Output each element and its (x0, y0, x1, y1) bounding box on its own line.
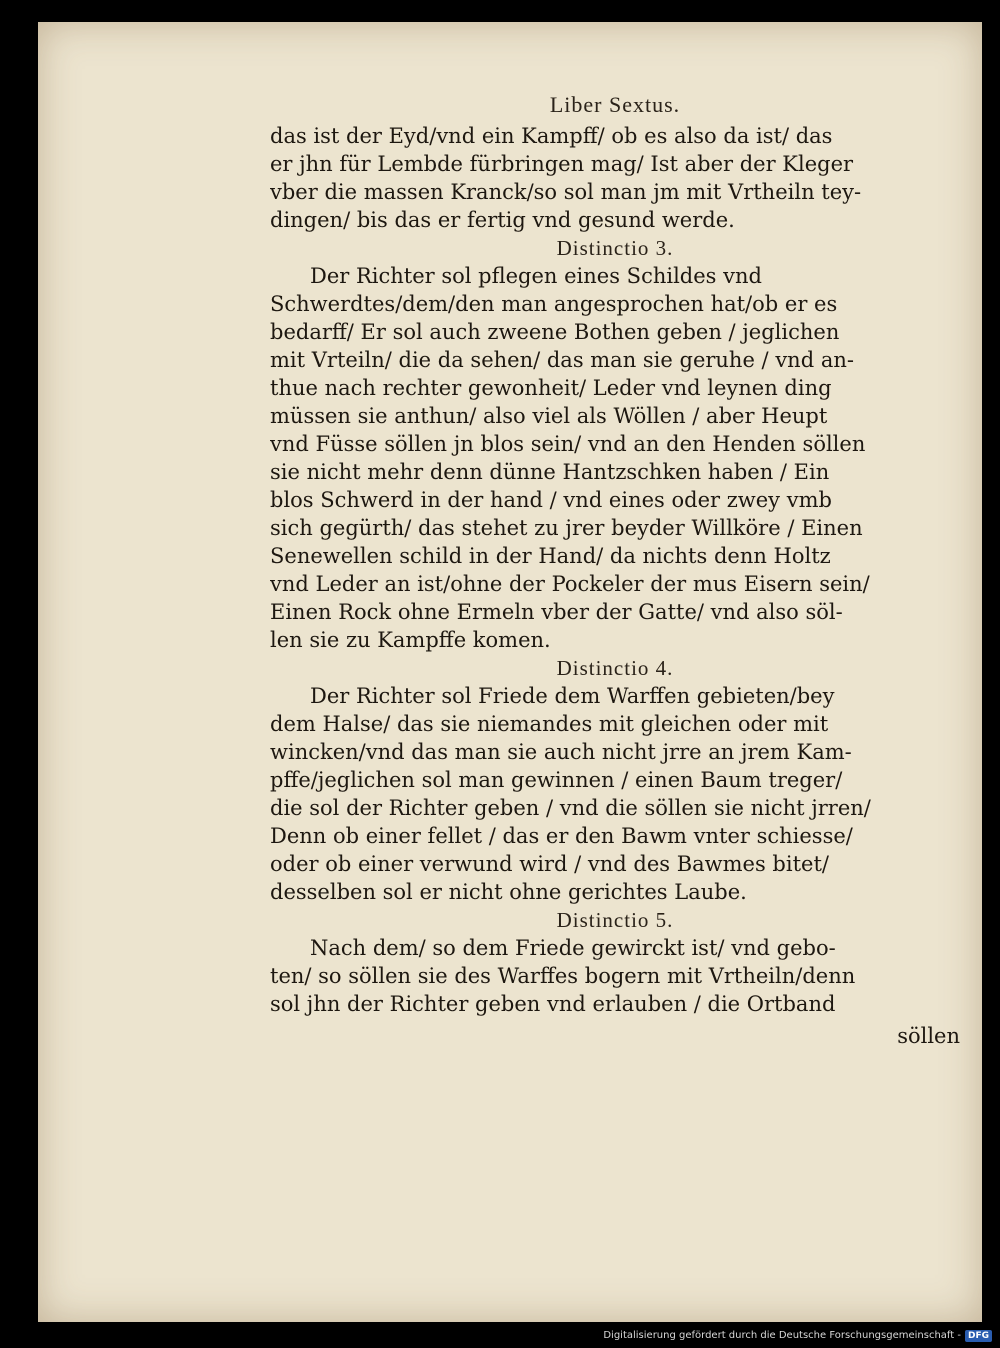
text-line: müssen sie anthun/ also viel als Wöllen / aber Heupt (270, 404, 828, 428)
scanned-page (38, 22, 982, 1322)
footer-text: Digitalisierung gefördert durch die Deutsche Forschungsgemeinschaft - (603, 1330, 961, 1341)
text-line: Einen Rock ohne Ermeln vber der Gatte/ vnd also söl- (270, 600, 843, 624)
text-line: thue nach rechter gewonheit/ Leder vnd leynen ding (270, 376, 832, 400)
footer-credit (0, 1330, 992, 1342)
text-line: sol jhn der Richter geben vnd erlauben / die Ortband (270, 992, 836, 1016)
text-line: mit Vrteiln/ die da sehen/ das man sie geruhe / vnd an- (270, 348, 854, 372)
text-line: desselben sol er nicht ohne gerichtes Laube. (270, 880, 747, 904)
text-block (270, 92, 960, 1050)
text-line: pffe/jeglichen sol man gewinnen / einen Baum treger/ (270, 768, 843, 792)
text-line: Senewellen schild in der Hand/ da nichts denn Holtz (270, 544, 831, 568)
text-line: dingen/ bis das er fertig vnd gesund werde. (270, 208, 735, 232)
text-line: Nach dem/ so dem Friede gewirckt ist/ vnd gebo- (310, 936, 836, 960)
text-line: ten/ so söllen sie des Warffes bogern mit Vrtheiln/denn (270, 964, 856, 988)
distinctio-3-heading: Distinctio 3. (556, 236, 674, 260)
text-line: vber die massen Kranck/so sol man jm mit Vrtheiln tey- (270, 180, 862, 204)
text-line: das ist der Eyd/vnd ein Kampff/ ob es also da ist/ das (270, 124, 833, 148)
text-line: len sie zu Kampffe komen. (270, 628, 551, 652)
running-head: Liber Sextus. (549, 92, 681, 117)
text-line: wincken/vnd das man sie auch nicht jrre an jrem Kam- (270, 740, 852, 764)
text-line: sie nicht mehr denn dünne Hantzschken haben / Ein (270, 460, 830, 484)
text-line: Der Richter sol Friede dem Warffen gebieten/bey (310, 684, 835, 708)
distinctio-5-heading: Distinctio 5. (556, 908, 674, 932)
catchword: söllen (897, 1024, 960, 1048)
text-line: dem Halse/ das sie niemandes mit gleichen oder mit (270, 712, 829, 736)
text-line: sich gegürth/ das stehet zu jrer beyder Willköre / Einen (270, 516, 863, 540)
text-line: er jhn für Lembde fürbringen mag/ Ist aber der Kleger (270, 152, 854, 176)
text-line: Schwerdtes/dem/den man angesprochen hat/ob er es (270, 292, 838, 316)
text-line: vnd Leder an ist/ohne der Pockeler der mus Eisern sein/ (270, 572, 870, 596)
text-line: die sol der Richter geben / vnd die söllen sie nicht jrren/ (270, 796, 871, 820)
text-line: blos Schwerd in der hand / vnd eines oder zwey vmb (270, 488, 832, 512)
dfg-logo: DFG (965, 1330, 992, 1342)
text-line: Der Richter sol pflegen eines Schildes vnd (310, 264, 762, 288)
text-line: vnd Füsse söllen jn blos sein/ vnd an den Henden söllen (270, 432, 866, 456)
text-line: Denn ob einer fellet / das er den Bawm vnter schiesse/ (270, 824, 853, 848)
text-line: oder ob einer verwund wird / vnd des Bawmes bitet/ (270, 852, 829, 876)
text-line: bedarff/ Er sol auch zweene Bothen geben / jeglichen (270, 320, 840, 344)
distinctio-4-heading: Distinctio 4. (556, 656, 674, 680)
